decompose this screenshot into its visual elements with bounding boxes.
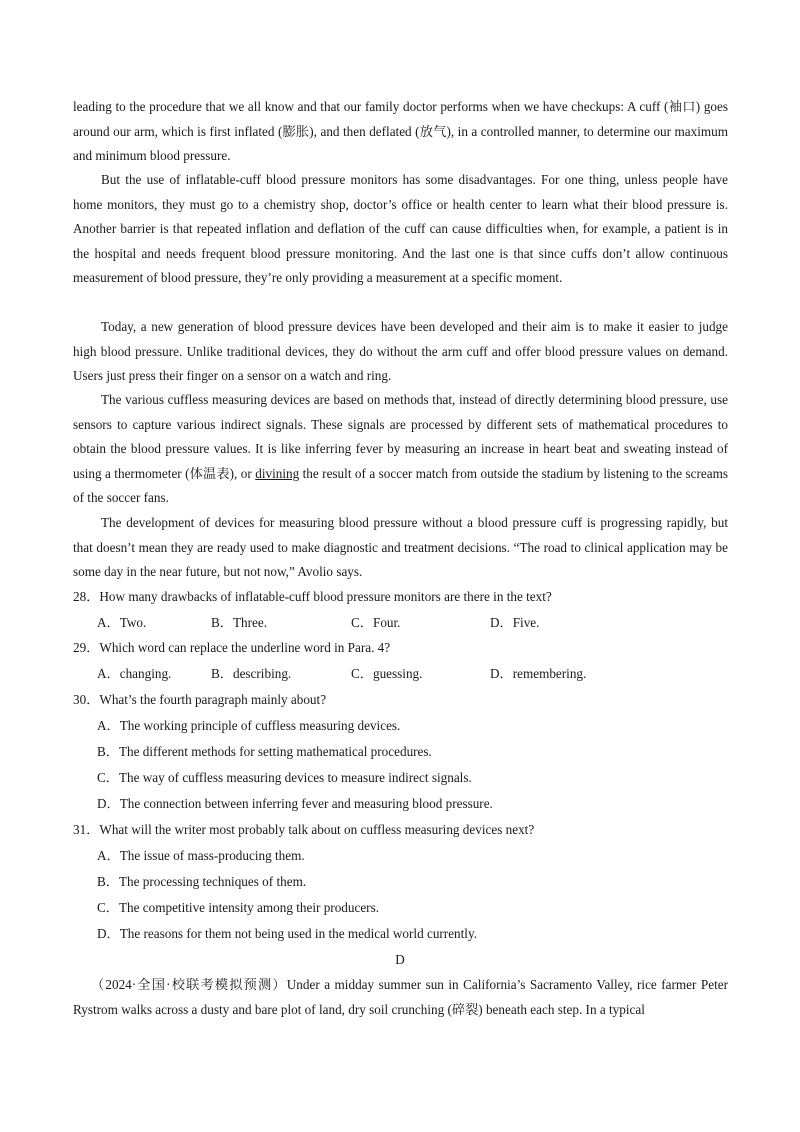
question-29-option-c: C．guessing. (351, 666, 423, 681)
passage-c-paragraph-3: Today, a new generation of blood pressure devices have been developed and their aim is to make it easier to judge high blood pressure. Unlike traditional devices, they do without the arm cuff and offer blood pressure values on demand. Users just press their finger on a sensor on a watch and ring. (73, 319, 728, 383)
passage-d-paragraph-1: （2024·全国·校联考模拟预测）Under a midday summer sun in California’s Sacramento Valley, rice farmer Peter Rystrom walks across a dusty and bare plot of land, dry soil crunching (碎裂) beneath each step. In a typical (73, 977, 728, 1017)
question-31-stem: 31．What will the writer most probably talk about on cuffless measuring devices next? (73, 822, 535, 837)
passage-c-paragraph-2: But the use of inflatable-cuff blood pressure monitors has some disadvantages. For one thing, unless people have home monitors, they must go to a chemistry shop, doctor’s office or health center to learn what their blood pressure is. Another barrier is that repeated inflation and deflation of the cuff can cause difficulties when, for example, a patient is in the hospital and needs frequent blood pressure monitoring. And the last one is that since cuffs don’t allow continuous measurement of blood pressure, they’re only providing a measurement at a specific moment. (73, 172, 728, 285)
question-28-stem: 28．How many drawbacks of inflatable-cuff blood pressure monitors are there in the text? (73, 589, 552, 604)
question-30-option-a: A．The working principle of cuffless measuring devices. (97, 718, 401, 733)
paragraph-4-text-after: the result of a soccer match from outside the stadium by listening to the screams of the soccer fans. (73, 465, 728, 505)
passage-c-paragraph-1: leading to the procedure that we all know and that our family doctor performs when we have checkups: A cuff (袖口) goes around our arm, which is first inflated (膨胀), and then deflated (放气), in a controlled manner, to determine our maximum and minimum blood pressure. (73, 99, 728, 163)
question-31-option-c: C．The competitive intensity among their producers. (97, 900, 379, 915)
underlined-word-divining: divining (255, 465, 300, 481)
question-29-option-d: D．remembering. (490, 666, 587, 681)
question-30-stem: 30．What’s the fourth paragraph mainly about? (73, 692, 327, 707)
paragraph-4-text-before: The various cuffless measuring devices are based on methods that, instead of directly determining blood pressure, use sensors to capture various indirect signals. These signals are processed by different sets of mathematical procedures to obtain the blood pressure values. It is like inferring fever by measuring an increase in heart beat and sweating instead of using a thermometer (体温表), or (73, 392, 728, 481)
question-30-option-c: C．The way of cuffless measuring devices to measure indirect signals. (97, 770, 472, 785)
passage-c-paragraph-4 (73, 388, 728, 511)
question-28-option-b: B．Three. (211, 615, 268, 630)
question-29-stem: 29．Which word can replace the underline word in Para. 4? (73, 640, 391, 655)
question-28-option-a: A．Two. (97, 615, 147, 630)
question-30-option-b: B．The different methods for setting mathematical procedures. (97, 744, 432, 759)
passage-d-heading: D (395, 952, 405, 967)
question-29-option-b: B．describing. (211, 666, 292, 681)
question-29-option-a: A．changing. (97, 666, 172, 681)
question-28-option-d: D．Five. (490, 615, 540, 630)
question-28-option-c: C．Four. (351, 615, 401, 630)
question-30-option-d: D．The connection between inferring fever and measuring blood pressure. (97, 796, 493, 811)
passage-c-paragraph-5: The development of devices for measuring blood pressure without a blood pressure cuff is progressing rapidly, but that doesn’t mean they are ready used to make diagnostic and treatment decisions. “The road to clinical application may be some day in the near future, but not now,” Avolio says. (73, 515, 728, 579)
question-31-option-d: D．The reasons for them not being used in the medical world currently. (97, 926, 478, 941)
question-31-option-a: A．The issue of mass-producing them. (97, 848, 305, 863)
question-31-option-b: B．The processing techniques of them. (97, 874, 307, 889)
